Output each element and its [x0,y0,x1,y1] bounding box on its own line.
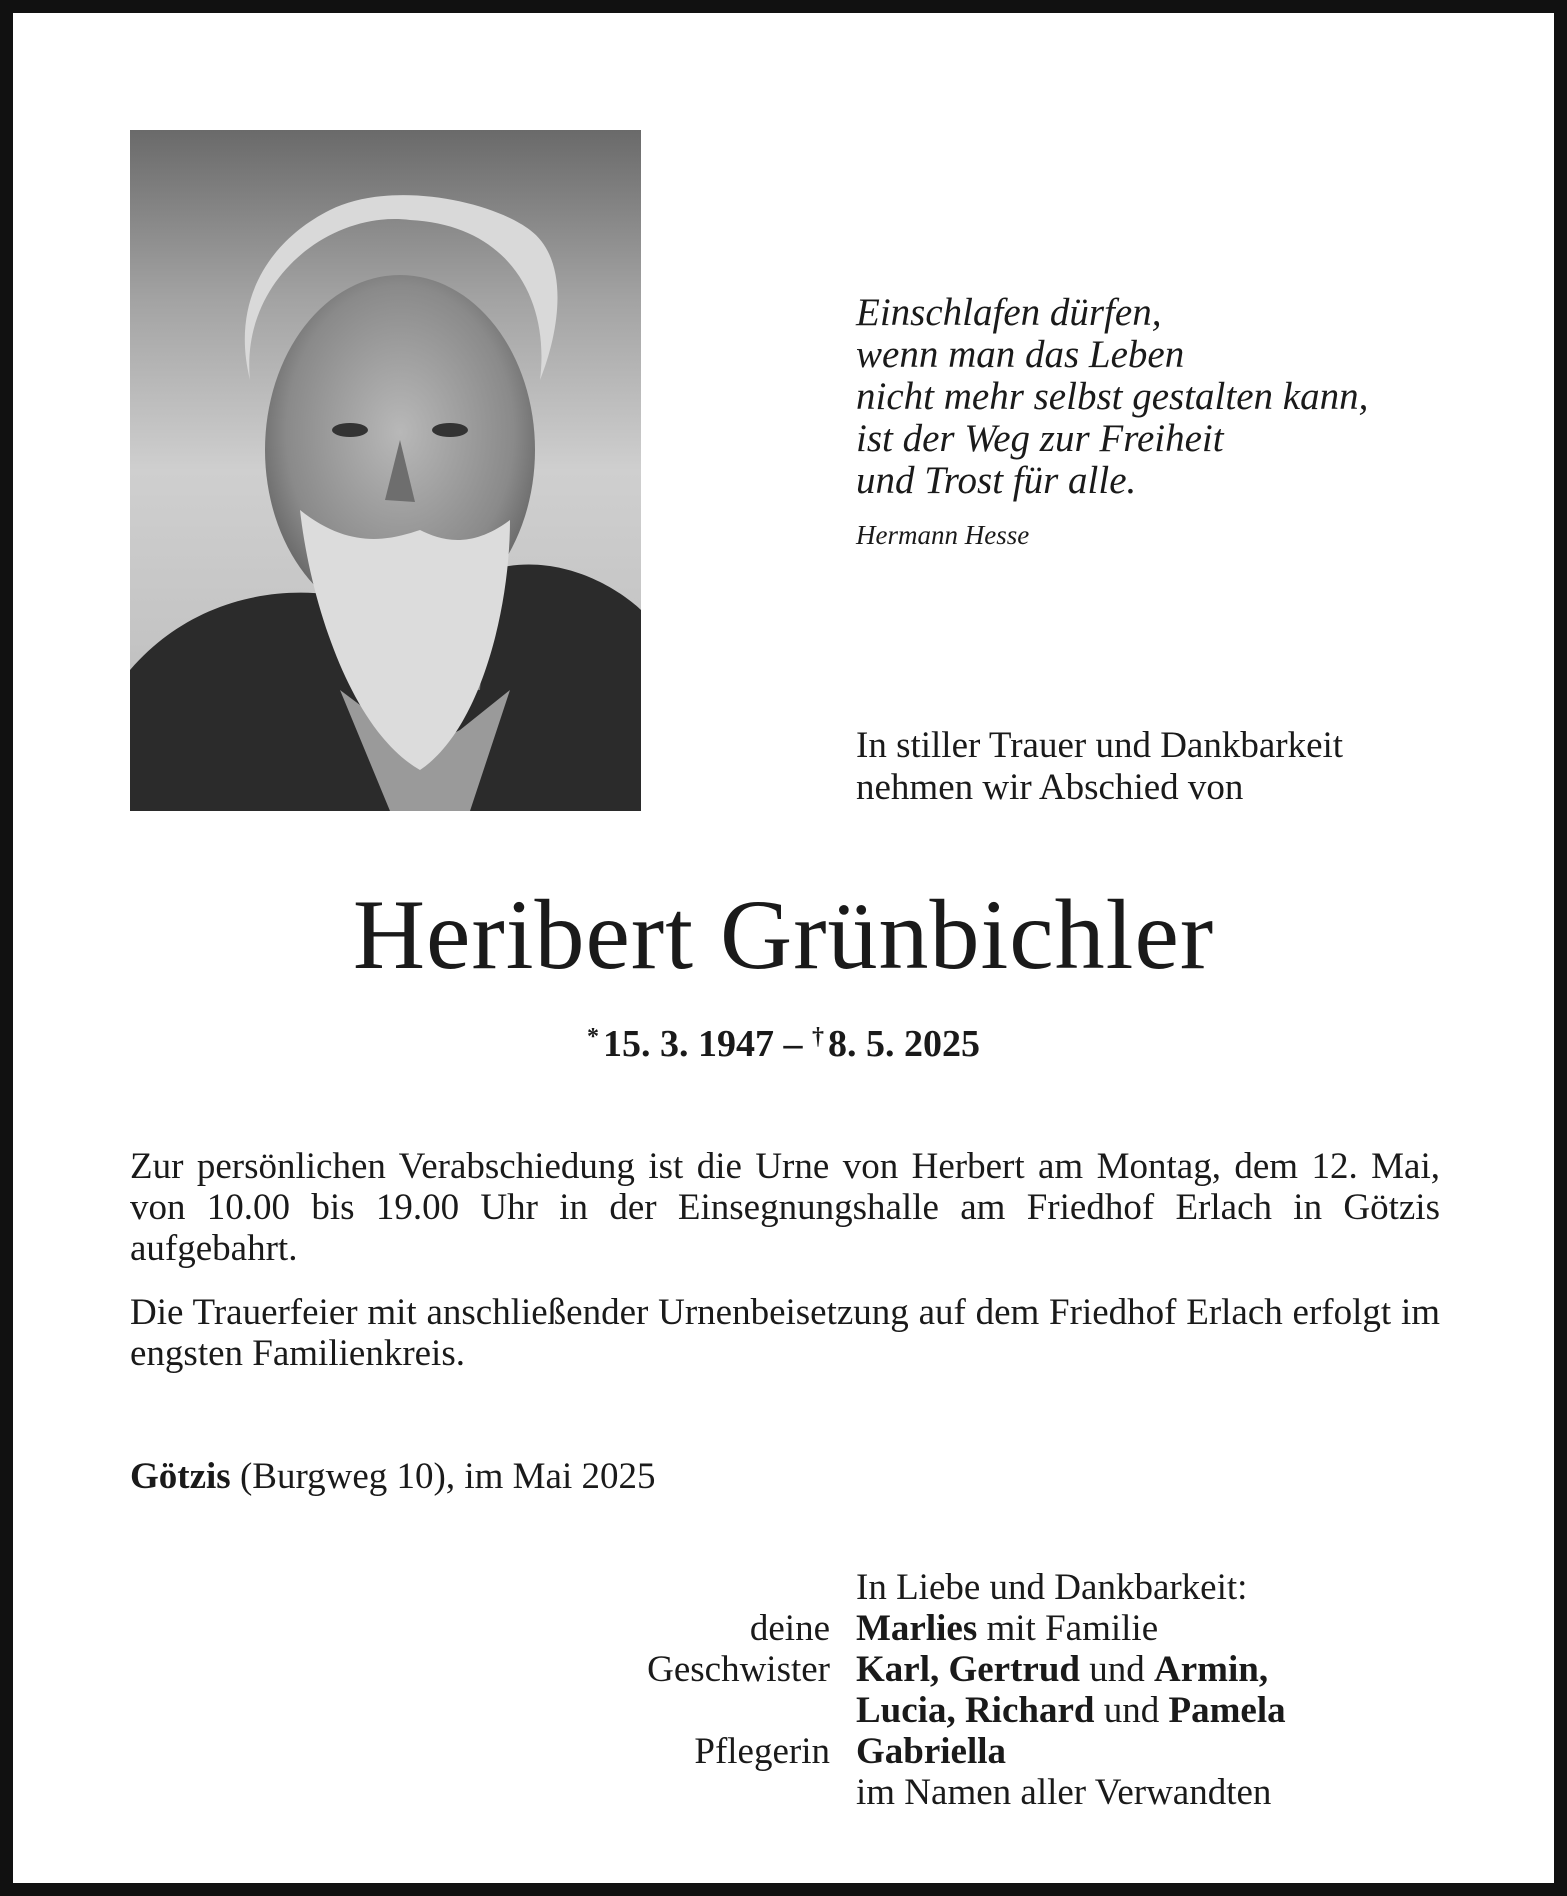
birth-symbol: * [587,1024,599,1050]
intro-line: nehmen wir Abschied von [856,767,1244,808]
mourner-name: Pamela [1168,1690,1286,1731]
quote-line: ist der Weg zur Freiheit [856,417,1224,460]
mourner-name: Marlies [856,1608,978,1649]
mourner-names [856,1690,1286,1731]
date-separator: – [783,1023,803,1065]
mourner-names [856,1772,1271,1813]
connector-text: im Namen aller Verwandten [856,1772,1272,1813]
quote-line: nicht mehr selbst gestalten kann, [856,375,1369,418]
deceased-name: Heribert Grünbichler [352,879,1215,990]
quote-line: und Trost für alle. [856,459,1137,502]
mourner-names [856,1649,1268,1690]
mourner-name: Armin, [1154,1649,1269,1690]
mourner-row [0,1608,1567,1649]
mourner-row [0,1731,1567,1772]
relation-label: Pflegerin [694,1731,830,1772]
death-symbol: † [812,1024,824,1050]
mourner-row [0,1690,1567,1731]
quote-line: Einschlafen dürfen, [856,291,1162,334]
place-and-date [130,1455,655,1498]
quote-line: wenn man das Leben [856,333,1185,376]
funeral-paragraph: Die Trauerfeier mit anschließender Urnenbeisetzung auf dem Friedhof Erlach erfolgt im engsten Familienkreis. [130,1292,1440,1374]
mourner-row [0,1772,1567,1813]
intro-text [856,725,1343,809]
mourner-names [856,1608,1158,1649]
life-dates [0,1022,1567,1066]
birth-date: 15. 3. 1947 [603,1023,774,1065]
mourner-name: Karl, Gertrud [856,1649,1081,1690]
connector-text: und [1080,1649,1155,1690]
connector-text: mit Familie [977,1608,1159,1649]
mourner-name: Lucia, Richard [856,1690,1095,1731]
mourner-names [856,1731,1006,1772]
portrait-illustration [130,130,641,811]
quote-author: Hermann Hesse [856,520,1030,550]
mourner-name: Gabriella [856,1731,1007,1772]
viewing-paragraph: Zur persönlichen Verabschiedung ist die Urne von Herbert am Montag, dem 12. Mai, von 10.00 bis 19.00 Uhr in der Einsegnungshalle am Friedhof Erlach in Götzis aufgebahrt. [130,1146,1440,1269]
mourners-list [0,1608,1567,1813]
hesse-quote [856,292,1368,502]
relation-label: Geschwister [647,1649,830,1690]
portrait-photo [130,130,641,811]
intro-line: In stiller Trauer und Dankbarkeit [856,725,1344,766]
connector-text: und [1094,1690,1169,1731]
town-name: Götzis [130,1456,231,1497]
address-and-month: (Burgweg 10), im Mai 2025 [230,1456,656,1497]
death-date: 8. 5. 2025 [828,1023,980,1065]
mourner-row [0,1649,1567,1690]
relation-label: deine [749,1608,830,1649]
signoff-heading: In Liebe und Dankbarkeit: [856,1567,1248,1608]
